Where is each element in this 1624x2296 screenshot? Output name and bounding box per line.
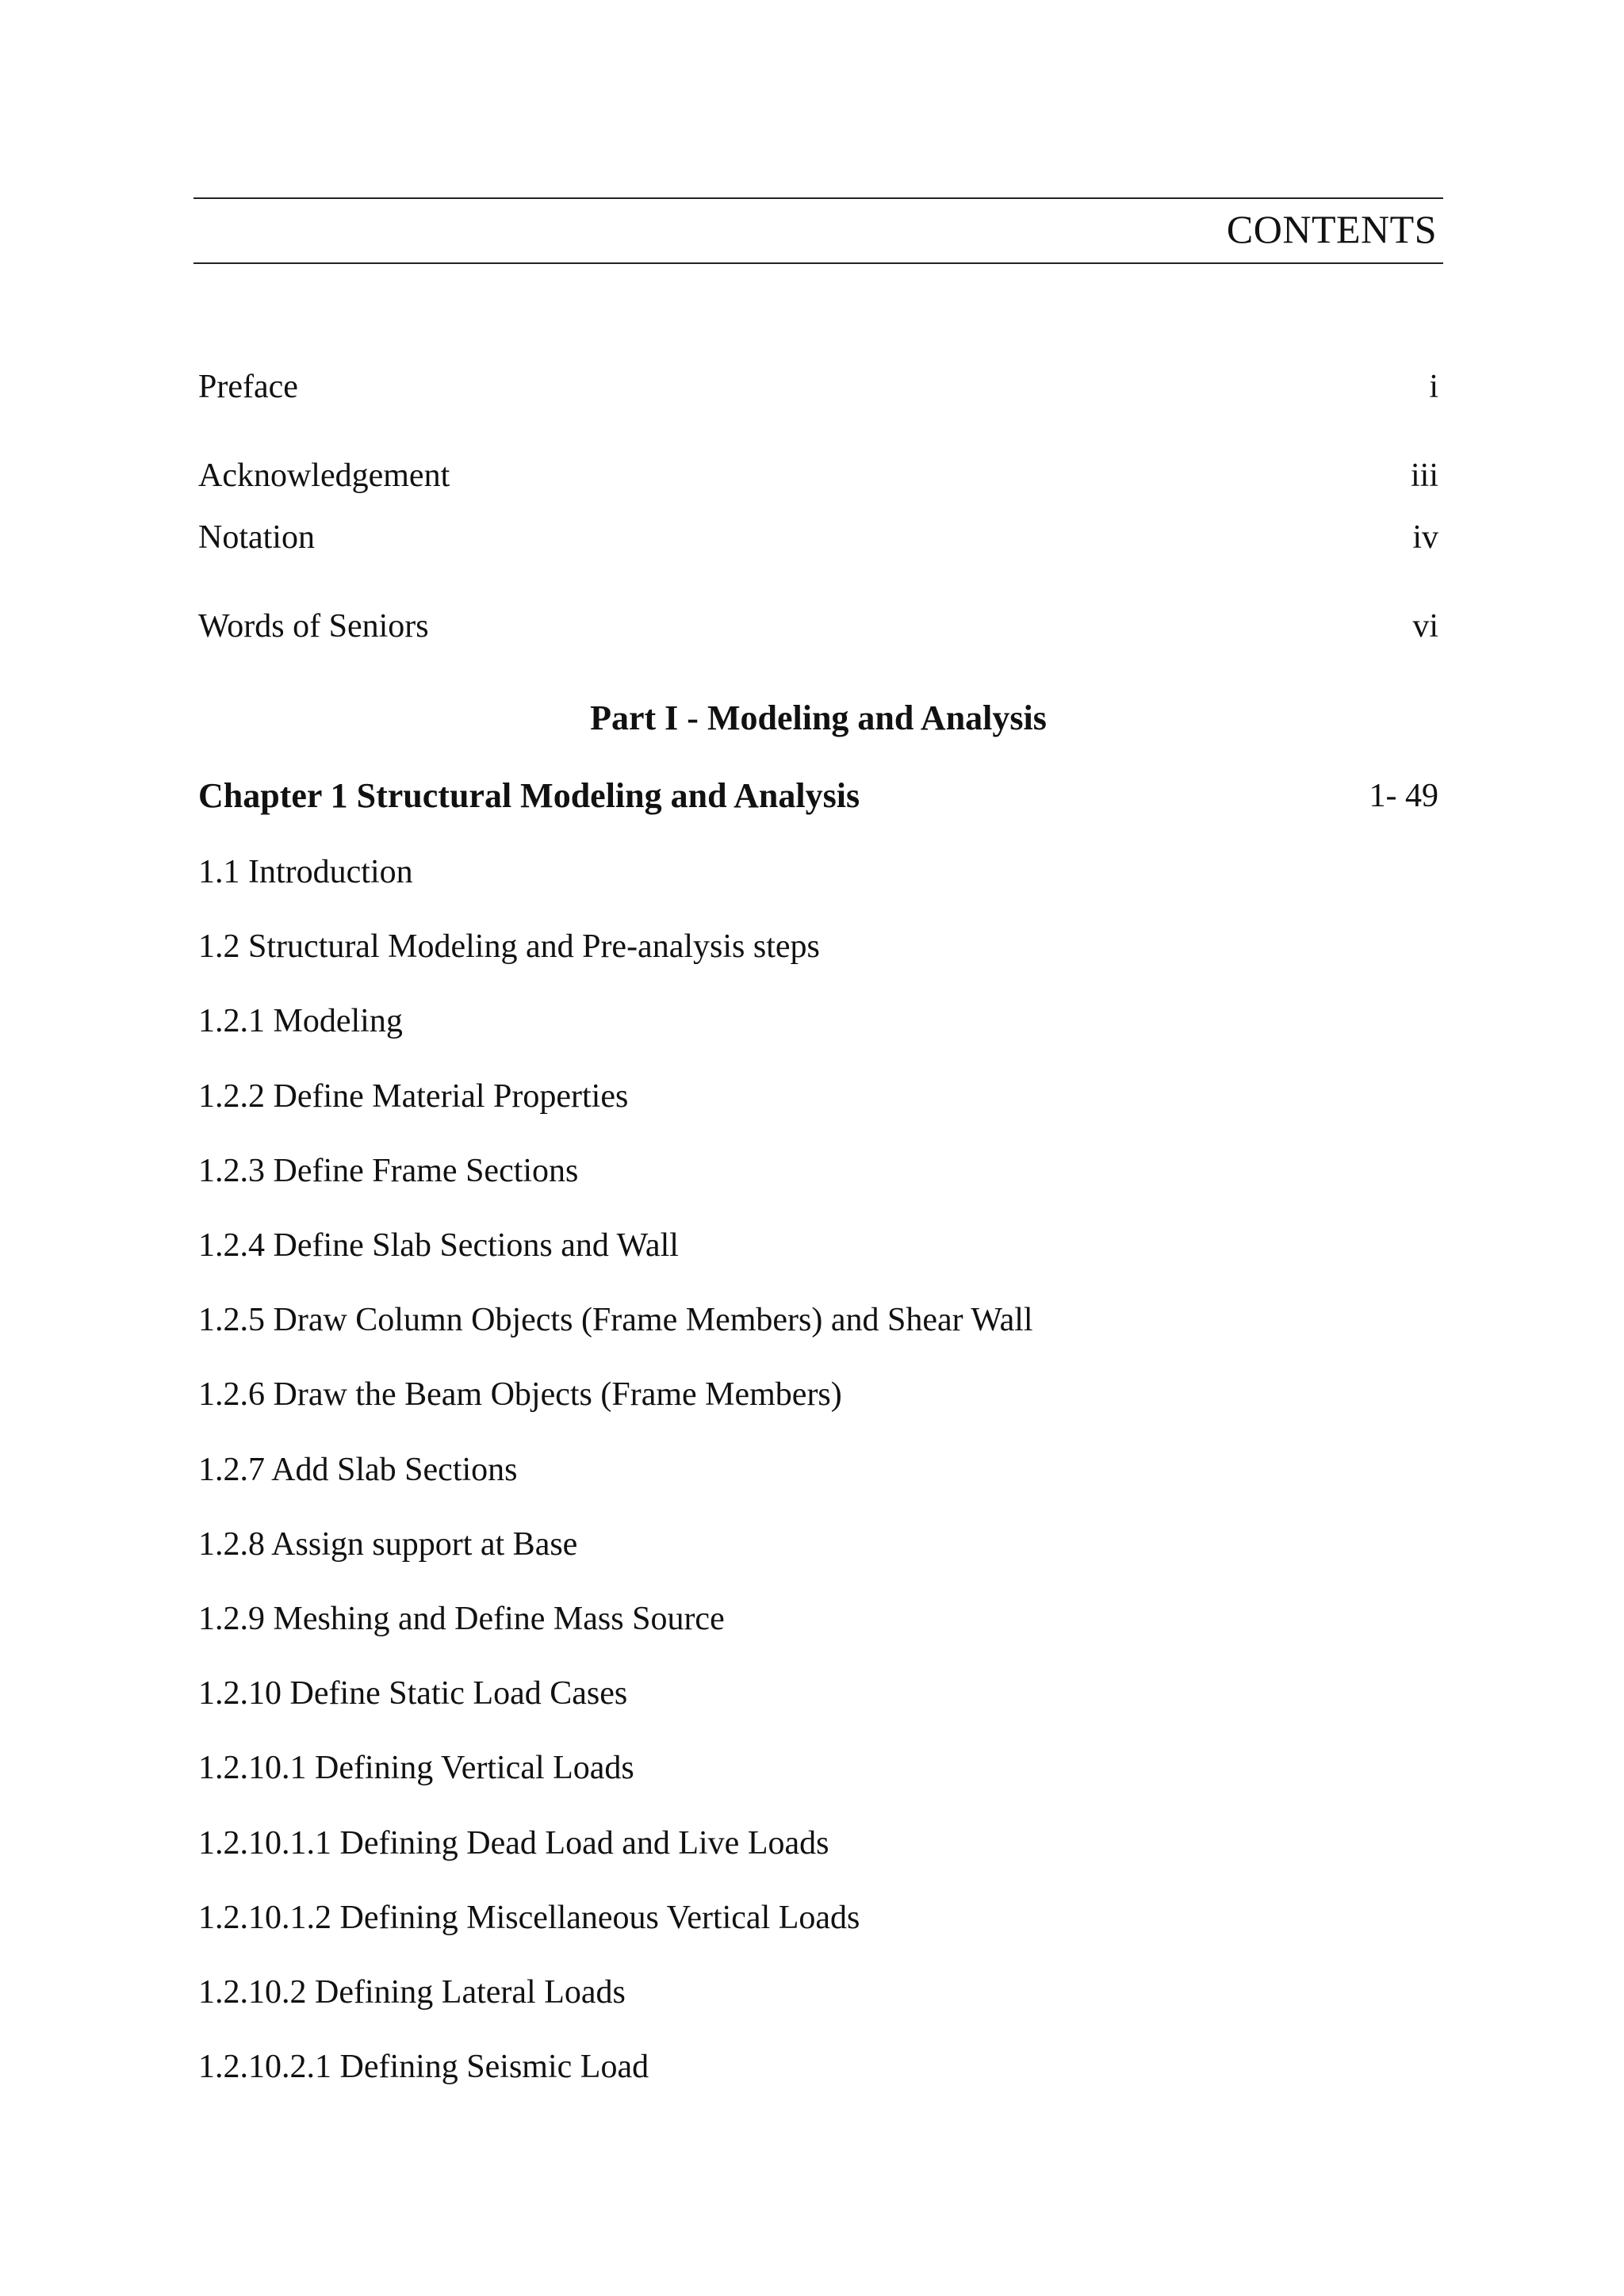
toc-section-label: 1.2.8 Assign support at Base [198,1526,578,1563]
toc-section-label: 1.2.2 Define Material Properties [198,1078,629,1115]
toc-section [198,2043,1438,2091]
toc-section [198,1147,1438,1195]
toc-entry-notation [198,514,1438,561]
header-top-rule [193,197,1443,199]
toc-entry-page: iv [1412,519,1438,556]
toc-section [198,1371,1438,1418]
toc-entry-label: Preface [198,369,298,405]
toc-section [198,1521,1438,1568]
toc-section [198,923,1438,970]
toc-section-label: 1.2.4 Define Slab Sections and Wall [198,1227,679,1264]
toc-section-label: 1.2.10.2 Defining Lateral Loads [198,1974,626,2011]
toc-section [198,1969,1438,2016]
toc-section [198,1820,1438,1867]
toc-section [198,1894,1438,1942]
toc-section-label: 1.1 Introduction [198,854,413,890]
toc-entry-label: Notation [198,519,315,556]
toc-section [198,1670,1438,1717]
toc-section [198,1222,1438,1269]
toc-section-label: 1.2.5 Draw Column Objects (Frame Members) and Shear Wall [198,1302,1033,1338]
toc-entry-acknowledgement [198,452,1438,499]
chapter-label: Chapter 1 Structural Modeling and Analysis [198,776,860,815]
toc-entry-label: Words of Seniors [198,608,429,645]
toc-section-label: 1.2.9 Meshing and Define Mass Source [198,1601,725,1637]
toc-entry-page: vi [1412,608,1438,645]
toc-section-label: 1.2.6 Draw the Beam Objects (Frame Members) [198,1376,842,1413]
toc-entry-page: iii [1410,457,1438,494]
part-heading: Part I - Modeling and Analysis [590,698,1047,737]
toc-section [198,1595,1438,1643]
contents-heading: CONTENTS [1226,207,1437,251]
toc-section [198,1446,1438,1494]
toc-entry-words-of-seniors [198,603,1438,650]
toc-section [198,997,1438,1045]
toc-section-label: 1.2.10 Define Static Load Cases [198,1675,628,1712]
toc-section-label: 1.2.7 Add Slab Sections [198,1452,518,1488]
toc-entry-label: Acknowledgement [198,457,450,494]
toc-section-label: 1.2.10.1.1 Defining Dead Load and Live Loads [198,1825,829,1862]
toc-section [198,1744,1438,1792]
toc-section-label: 1.2.10.1 Defining Vertical Loads [198,1750,634,1786]
chapter-page-range: 1- 49 [1369,778,1438,814]
toc-section [198,1073,1438,1120]
toc-section-label: 1.2.10.2.1 Defining Seismic Load [198,2049,649,2085]
toc-section-label: 1.2 Structural Modeling and Pre-analysis steps [198,928,820,965]
toc-section [198,848,1438,896]
toc-section-label: 1.2.10.1.2 Defining Miscellaneous Vertical Loads [198,1900,860,1936]
toc-entry-page: i [1429,369,1438,405]
header-bottom-rule [193,262,1443,264]
toc-entry-preface [198,363,1438,411]
toc-section [198,1296,1438,1344]
toc-section-label: 1.2.3 Define Frame Sections [198,1153,579,1189]
toc-entry-chapter-1 [198,772,1438,820]
toc-section-label: 1.2.1 Modeling [198,1003,403,1039]
